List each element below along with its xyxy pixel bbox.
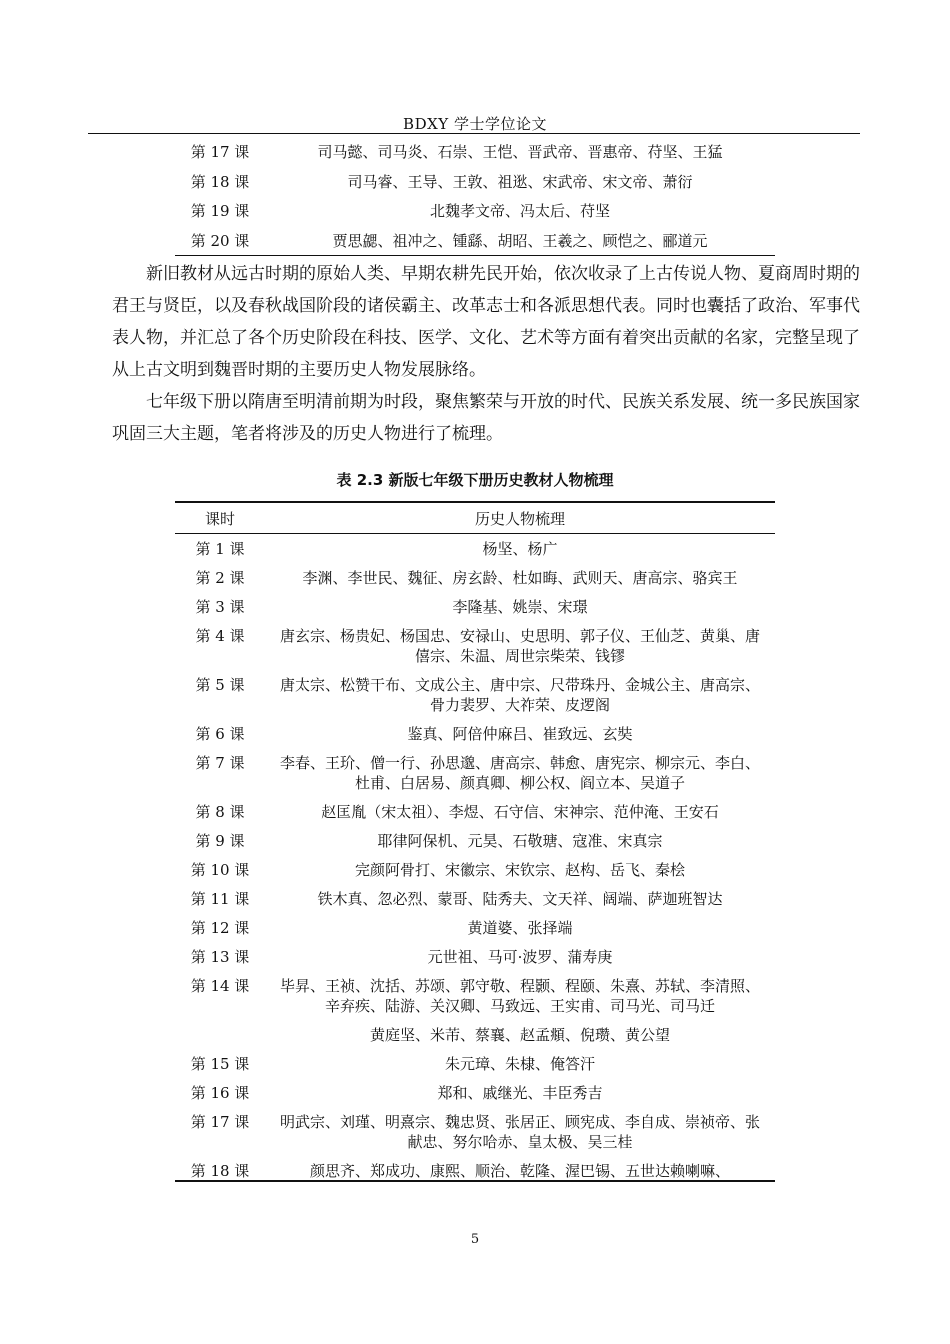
lesson-cell: 第 20 课 xyxy=(190,231,250,250)
figures-cell: 明武宗、刘瑾、明熹宗、魏忠贤、张居正、顾宪成、李自成、崇祯帝、张献忠、努尔哈赤、皇太极、吴三桂 xyxy=(279,1112,760,1151)
lesson-cell: 第 16 课 xyxy=(190,1083,250,1102)
table-caption: 表 2.3 新版七年级下册历史教材人物梳理 xyxy=(336,471,614,489)
running-header: BDXY 学士学位论文 xyxy=(403,115,547,133)
lesson-cell: 第 12 课 xyxy=(190,918,250,937)
lesson-cell: 第 8 课 xyxy=(195,802,245,821)
lesson-cell: 第 18 课 xyxy=(190,172,250,191)
figures-cell: 颜思齐、郑成功、康熙、顺治、乾隆、渥巴锡、五世达赖喇嘛、 xyxy=(309,1161,730,1180)
table-row xyxy=(175,196,775,226)
figures-cell: 耶律阿保机、元昊、石敬瑭、寇准、宋真宗 xyxy=(377,831,663,850)
body-paragraph: 新旧教材从远古时期的原始人类、早期农耕先民开始，依次收录了上古传说人物、夏商周时期的君王与贤臣，以及春秋战国阶段的诸侯霸主、改革志士和各派思想代表。同时也囊括了政治、军事代表人物，并汇总了各个历史阶段在科技、医学、文化、艺术等方面有着突出贡献的名家，完整呈现了从上古文明到魏晋时期的主要历史人物发展脉络。 xyxy=(112,264,860,380)
figures-cell: 朱元璋、朱棣、俺答汗 xyxy=(444,1054,595,1073)
table-header-row xyxy=(175,503,775,534)
figures-cell: 北魏孝文帝、冯太后、苻坚 xyxy=(429,202,610,221)
figures-cell: 李春、王玠、僧一行、孙思邈、唐高宗、韩愈、唐宪宗、柳宗元、李白、杜甫、白居易、颜真卿、柳公权、阎立本、吴道子 xyxy=(279,753,760,792)
figures-cell: 李渊、李世民、魏征、房玄龄、杜如晦、武则天、唐高宗、骆宾王 xyxy=(302,568,738,587)
lesson-cell: 第 11 课 xyxy=(190,889,250,908)
table-bottom-rule xyxy=(175,255,775,256)
figures-cell: 贾思勰、祖冲之、锺繇、胡昭、王羲之、顾恺之、郦道元 xyxy=(332,231,708,250)
figures-cell: 司马睿、王导、王敦、祖逖、宋武帝、宋文帝、萧衍 xyxy=(347,172,693,191)
figures-cell: 赵匡胤（宋太祖）、李煜、石守信、宋神宗、范仲淹、王安石 xyxy=(321,802,719,821)
lesson-cell: 第 13 课 xyxy=(190,947,250,966)
lesson-cell: 第 18 课 xyxy=(190,1161,250,1180)
lesson-cell: 第 10 课 xyxy=(190,860,250,879)
figures-cell: 铁木真、忽必烈、蒙哥、陆秀夫、文天祥、阔端、萨迦班智达 xyxy=(317,889,723,908)
figures-cell: 毕昇、王祯、沈括、苏颂、郭守敬、程颢、程颐、朱熹、苏轼、李清照、辛弃疾、陆游、关汉卿、马致远、王实甫、司马光、司马迁 xyxy=(279,976,760,1015)
page-number: 5 xyxy=(470,1232,480,1247)
figures-cell: 司马懿、司马炎、石崇、王恺、晋武帝、晋惠帝、苻坚、王猛 xyxy=(317,143,723,162)
header-rule xyxy=(88,133,860,134)
lesson-cell: 第 14 课 xyxy=(190,976,250,995)
body-paragraph: 七年级下册以隋唐至明清前期为时段，聚焦繁荣与开放的时代、民族关系发展、统一多民族国家巩固三大主题，笔者将涉及的历史人物进行了梳理。 xyxy=(112,392,860,444)
figures-cell: 黄道婆、张择端 xyxy=(467,918,573,937)
figures-header: 历史人物梳理 xyxy=(474,509,565,528)
lesson-cell: 第 6 课 xyxy=(195,724,245,743)
lesson-cell: 第 19 课 xyxy=(190,202,250,221)
lesson-cell: 第 15 课 xyxy=(190,1054,250,1073)
lesson-cell: 第 1 课 xyxy=(195,539,245,558)
figures-cell: 完颜阿骨打、宋徽宗、宋钦宗、赵构、岳飞、秦桧 xyxy=(354,860,685,879)
lesson-cell: 第 3 课 xyxy=(195,597,245,616)
lesson-cell: 第 5 课 xyxy=(195,675,245,694)
lesson-cell: 第 17 课 xyxy=(190,143,250,162)
table-row xyxy=(175,137,775,167)
lesson-cell: 第 17 课 xyxy=(190,1112,250,1131)
continued-table xyxy=(175,137,775,255)
table-row xyxy=(175,167,775,197)
figures-cell: 黄庭坚、米芾、蔡襄、赵孟頫、倪瓒、黄公望 xyxy=(369,1025,670,1044)
lesson-cell: 第 4 课 xyxy=(195,626,245,645)
figures-cell: 郑和、戚继光、丰臣秀吉 xyxy=(437,1083,603,1102)
lesson-cell: 第 9 课 xyxy=(195,831,245,850)
figures-cell: 鉴真、阿倍仲麻吕、崔致远、玄奘 xyxy=(407,724,633,743)
lesson-cell: 第 2 课 xyxy=(195,568,245,587)
lesson-cell: 第 7 课 xyxy=(195,753,245,772)
figures-cell: 元世祖、马可·波罗、蒲寿庚 xyxy=(427,947,613,966)
figures-cell: 杨坚、杨广 xyxy=(482,539,558,558)
table-row xyxy=(175,226,775,256)
figures-table xyxy=(175,501,775,1182)
figures-cell: 唐玄宗、杨贵妃、杨国忠、安禄山、史思明、郭子仪、王仙芝、黄巢、唐僖宗、朱温、周世宗柴荣、钱镠 xyxy=(279,626,760,665)
figures-cell: 李隆基、姚崇、宋璟 xyxy=(452,597,588,616)
figures-cell: 唐太宗、松赞干布、文成公主、唐中宗、尺带珠丹、金城公主、唐高宗、骨力裴罗、大祚荣、皮逻阁 xyxy=(279,675,760,714)
lesson-header: 课时 xyxy=(204,509,235,528)
